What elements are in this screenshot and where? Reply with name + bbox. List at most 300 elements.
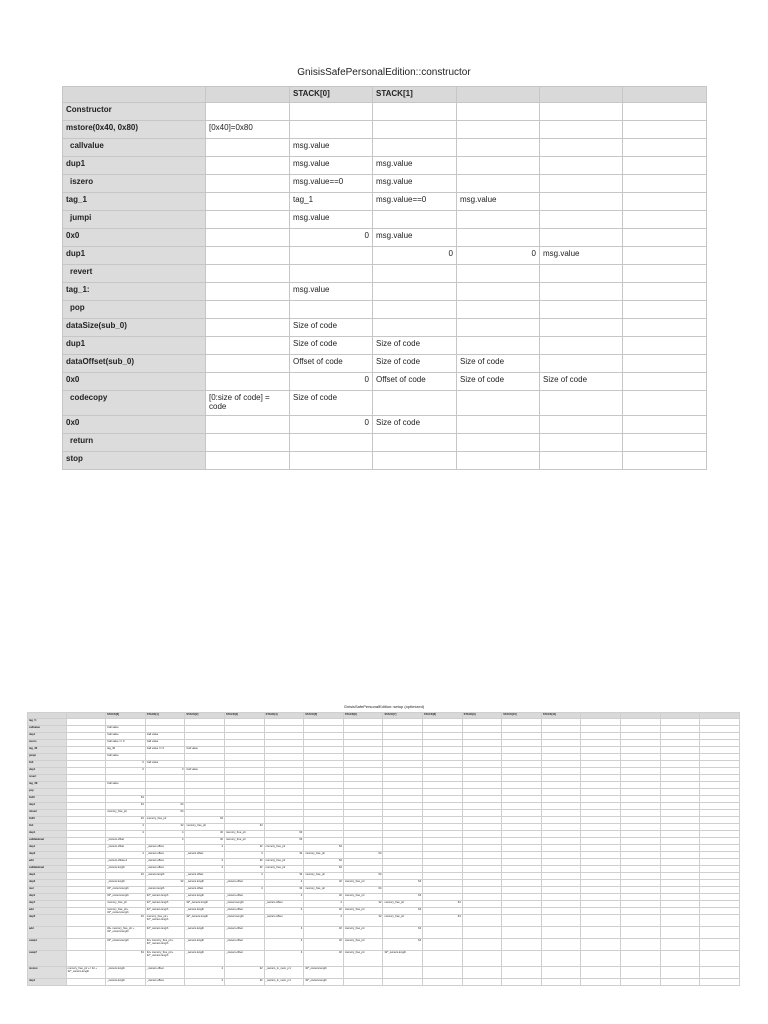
stack-cell: _owners.offset (145, 859, 185, 866)
stack-cell (462, 719, 502, 726)
opcode-cell: dataSize(sub_0) (63, 319, 206, 337)
stack-cell (502, 726, 542, 733)
stack-cell (264, 824, 304, 831)
opcode-cell: mstore (28, 967, 67, 979)
stack-cell (383, 789, 423, 796)
stack-cell (225, 733, 265, 740)
stack-cell: memory_free_ptr (106, 810, 146, 817)
stack-cell (541, 768, 581, 775)
stack-cell (462, 927, 502, 939)
stack-cell (383, 873, 423, 880)
opcode-cell: add (28, 927, 67, 939)
stack-cell (343, 754, 383, 761)
stack-cell (700, 951, 740, 967)
table-row (28, 754, 740, 761)
memory-cell (66, 859, 106, 866)
column-header: STACK[2] (185, 713, 225, 719)
stack-cell (660, 979, 700, 986)
stack-cell: memory_free_ptr+ 32*_owners.length (145, 915, 185, 927)
stack-cell (264, 726, 304, 733)
stack-cell (457, 283, 540, 301)
stack-cell (660, 824, 700, 831)
table-row (28, 831, 740, 838)
stack-cell: memory_free_ptr (264, 859, 304, 866)
stack-cell: Size of code (457, 355, 540, 373)
stack-cell (145, 796, 185, 803)
stack-cell (581, 747, 621, 754)
stack-cell (540, 283, 623, 301)
stack-cell (304, 747, 344, 754)
stack-cell (383, 761, 423, 768)
stack-cell (700, 733, 740, 740)
stack-cell (581, 901, 621, 908)
stack-cell: 32 (145, 880, 185, 887)
table-row (63, 139, 707, 157)
opcode-cell: dup1 (63, 247, 206, 265)
stack-cell (621, 796, 661, 803)
stack-cell: 32*_owners.length (185, 901, 225, 908)
stack-cell (185, 803, 225, 810)
stack-cell (621, 803, 661, 810)
stack-cell (621, 761, 661, 768)
table-row (28, 859, 740, 866)
stack-cell (541, 810, 581, 817)
stack-cell (700, 782, 740, 789)
stack-cell (660, 927, 700, 939)
stack-cell (541, 939, 581, 951)
opcode-cell: mload (28, 810, 67, 817)
stack-cell (462, 726, 502, 733)
stack-cell (540, 193, 623, 211)
stack-cell (540, 301, 623, 319)
memory-cell (206, 175, 290, 193)
table-row (28, 817, 740, 824)
opcode-cell: calldataload (28, 838, 67, 845)
table-row (28, 768, 740, 775)
stack-cell (623, 319, 707, 337)
stack-cell (541, 754, 581, 761)
table-row (28, 894, 740, 901)
stack-cell (502, 782, 542, 789)
memory-cell: [0x40]=0x80 (206, 121, 290, 139)
stack-cell (383, 747, 423, 754)
stack-cell (581, 726, 621, 733)
stack-cell (541, 740, 581, 747)
stack-cell (700, 803, 740, 810)
stack-cell (343, 726, 383, 733)
opcode-cell: 0x0 (63, 373, 206, 391)
stack-cell: 0 (106, 761, 146, 768)
stack-cell: _owners.length (106, 967, 146, 979)
column-header: STACK[7] (383, 713, 423, 719)
stack-cell (621, 747, 661, 754)
stack-cell (343, 859, 383, 866)
stack-cell: Call value (106, 782, 146, 789)
stack-cell (502, 979, 542, 986)
stack-cell (581, 824, 621, 831)
memory-cell (206, 211, 290, 229)
stack-cell (621, 845, 661, 852)
stack-cell (621, 740, 661, 747)
stack-cell: Call value (106, 733, 146, 740)
stack-cell: 32*_owners.length (106, 894, 146, 901)
stack-cell (700, 838, 740, 845)
stack-cell (462, 939, 502, 951)
stack-cell (581, 740, 621, 747)
stack-cell (581, 817, 621, 824)
stack-cell (502, 915, 542, 927)
stack-cell (457, 301, 540, 319)
stack-cell (423, 908, 463, 915)
stack-cell (541, 852, 581, 859)
stack-cell (540, 229, 623, 247)
memory-cell (66, 824, 106, 831)
stack-cell (290, 247, 373, 265)
memory-cell (206, 283, 290, 301)
stack-cell (185, 796, 225, 803)
stack-cell: 32*_owners.length (145, 908, 185, 915)
stack-cell: msg.value==0 (290, 175, 373, 193)
stack-cell (225, 789, 265, 796)
stack-cell: Call value (145, 761, 185, 768)
stack-cell (621, 733, 661, 740)
stack-cell: memory_free_ptr (264, 866, 304, 873)
stack-cell (264, 733, 304, 740)
stack-cell: _owners.offset (185, 873, 225, 880)
stack-cell (700, 859, 740, 866)
stack-cell (541, 873, 581, 880)
stack-cell (264, 817, 304, 824)
stack-cell: 4 (106, 824, 146, 831)
stack-cell (457, 175, 540, 193)
memory-cell (206, 103, 290, 121)
stack-cell (541, 817, 581, 824)
stack-cell (264, 782, 304, 789)
memory-cell (66, 761, 106, 768)
table-row (28, 880, 740, 887)
stack-cell (373, 103, 457, 121)
stack-cell: msg.value (457, 193, 540, 211)
column-header (540, 87, 623, 103)
stack-cell: _owners.offset (225, 880, 265, 887)
stack-cell (581, 768, 621, 775)
stack-cell (423, 796, 463, 803)
stack-cell: msg.value (290, 211, 373, 229)
memory-cell (206, 319, 290, 337)
stack-cell: _owners.offset (106, 838, 146, 845)
stack-cell (462, 740, 502, 747)
stack-cell: memory_free_ptr (225, 831, 265, 838)
stack-cell: 4 (264, 880, 304, 887)
stack-cell (540, 211, 623, 229)
stack-cell (502, 939, 542, 951)
stack-cell: 32 (225, 859, 265, 866)
table-row (63, 434, 707, 452)
stack-cell: 32 (264, 887, 304, 894)
column-header (457, 87, 540, 103)
stack-cell: 32 (106, 915, 146, 927)
stack-cell (145, 726, 185, 733)
stack-cell: 32 (343, 901, 383, 908)
stack-cell (304, 719, 344, 726)
stack-cell (462, 915, 502, 927)
stack-cell (660, 761, 700, 768)
stack-cell (383, 733, 423, 740)
stack-cell (264, 768, 304, 775)
stack-cell: 64 (264, 838, 304, 845)
stack-cell (383, 824, 423, 831)
stack-cell (541, 866, 581, 873)
stack-cell (264, 803, 304, 810)
stack-cell (700, 740, 740, 747)
stack-cell (304, 733, 344, 740)
stack-cell (541, 951, 581, 967)
stack-cell (700, 817, 740, 824)
opcode-cell: dup1 (28, 845, 67, 852)
stack-cell: 4 (225, 852, 265, 859)
stack-cell (423, 824, 463, 831)
stack-cell (462, 967, 502, 979)
opcode-cell: tag_36 (28, 747, 67, 754)
stack-cell: Call value (106, 754, 146, 761)
table-row (63, 373, 707, 391)
stack-cell: 64 (145, 810, 185, 817)
stack-cell (383, 845, 423, 852)
stack-cell (185, 740, 225, 747)
stack-cell (541, 901, 581, 908)
stack-cell (660, 845, 700, 852)
table-row (28, 927, 740, 939)
stack-cell (700, 831, 740, 838)
stack-cell (423, 927, 463, 939)
memory-cell (66, 733, 106, 740)
column-header: STACK[5] (304, 713, 344, 719)
stack-cell (621, 915, 661, 927)
stack-cell (700, 726, 740, 733)
stack-cell (540, 265, 623, 283)
stack-cell (383, 838, 423, 845)
stack-cell: _owners.length (185, 927, 225, 939)
memory-cell (206, 373, 290, 391)
stack-cell (462, 761, 502, 768)
stack-cell (264, 754, 304, 761)
stack-cell: _owners.offset (264, 901, 304, 908)
memory-cell (206, 139, 290, 157)
stack-cell (660, 901, 700, 908)
stack-cell (343, 810, 383, 817)
opcode-cell: codecopy (63, 391, 206, 416)
stack-cell: 4 (185, 967, 225, 979)
stack-cell (304, 796, 344, 803)
stack-cell (541, 719, 581, 726)
stack-cell (623, 355, 707, 373)
stack-cell: 0 (145, 768, 185, 775)
stack-cell (423, 754, 463, 761)
stack-cell (660, 803, 700, 810)
memory-cell (66, 880, 106, 887)
stack-cell (660, 831, 700, 838)
opcode-cell: 0x0 (63, 416, 206, 434)
memory-cell (66, 726, 106, 733)
stack-cell (623, 373, 707, 391)
stack-cell (621, 887, 661, 894)
table-row (28, 782, 740, 789)
stack-cell (423, 761, 463, 768)
stack-cell: 64 (383, 927, 423, 939)
opcode-cell: dup1 (28, 733, 67, 740)
opcode-cell: callvalue (28, 726, 67, 733)
stack-cell (462, 894, 502, 901)
table-row (28, 845, 740, 852)
stack-cell (423, 782, 463, 789)
stack-cell (660, 817, 700, 824)
stack-cell: memory_free_ptr (106, 901, 146, 908)
stack-cell: _owners.length (106, 979, 146, 986)
stack-cell: Call value (185, 747, 225, 754)
stack-cell (304, 803, 344, 810)
stack-cell: memory_free_ptr (304, 873, 344, 880)
stack-cell (541, 894, 581, 901)
stack-cell (540, 139, 623, 157)
stack-cell (462, 768, 502, 775)
memory-cell (206, 452, 290, 470)
table-row (63, 355, 707, 373)
stack-cell (581, 915, 621, 927)
opcode-cell: calldataload (28, 866, 67, 873)
column-header: STACK[0] (106, 713, 146, 719)
stack-cell (700, 789, 740, 796)
stack-cell (502, 859, 542, 866)
stack-cell: 4 (225, 887, 265, 894)
stack-cell: 4 (264, 894, 304, 901)
stack-cell (290, 121, 373, 139)
opcode-cell: dup1 (28, 768, 67, 775)
stack-cell (383, 740, 423, 747)
stack-cell (623, 211, 707, 229)
stack-cell (423, 894, 463, 901)
opcode-cell: dup1 (63, 157, 206, 175)
memory-cell (206, 355, 290, 373)
setup-table-title: GnisisSafePersonalEdition::setup (optimized) (343, 704, 425, 709)
stack-cell (621, 939, 661, 951)
stack-cell (660, 887, 700, 894)
memory-cell (66, 796, 106, 803)
stack-cell (462, 838, 502, 845)
stack-cell: _owners.length (185, 880, 225, 887)
stack-cell (423, 733, 463, 740)
opcode-cell: 0x20 (28, 817, 67, 824)
stack-cell (343, 768, 383, 775)
stack-cell (621, 838, 661, 845)
stack-cell (423, 845, 463, 852)
stack-cell: 4 (185, 845, 225, 852)
stack-cell (660, 852, 700, 859)
stack-cell (457, 103, 540, 121)
stack-cell (457, 452, 540, 470)
stack-cell (540, 103, 623, 121)
stack-cell (540, 434, 623, 452)
stack-cell: 64 (423, 901, 463, 908)
stack-cell: 32 (106, 873, 146, 880)
stack-cell: Size of code (290, 391, 373, 416)
stack-cell: 0 (373, 247, 457, 265)
stack-cell (581, 754, 621, 761)
table-row (28, 789, 740, 796)
stack-cell: 32 (304, 894, 344, 901)
stack-cell (623, 301, 707, 319)
stack-cell: memory_free_ptr+ 32*_owners.length (106, 908, 146, 915)
memory-cell (66, 873, 106, 880)
table-row (28, 824, 740, 831)
stack-cell (541, 824, 581, 831)
table-row (28, 733, 740, 740)
stack-cell (623, 391, 707, 416)
stack-cell (541, 803, 581, 810)
stack-cell (541, 761, 581, 768)
opcode-cell: return (63, 434, 206, 452)
stack-cell (225, 782, 265, 789)
table-row (28, 967, 740, 979)
stack-cell (343, 979, 383, 986)
stack-cell: msg.value (373, 229, 457, 247)
stack-cell (700, 901, 740, 908)
stack-cell (457, 391, 540, 416)
stack-cell (581, 719, 621, 726)
opcode-cell: add (28, 859, 67, 866)
stack-cell (581, 789, 621, 796)
column-header: STACK[3] (225, 713, 265, 719)
stack-cell (502, 831, 542, 838)
column-header: STACK[10] (502, 713, 542, 719)
stack-cell: memory_free_ptr (264, 845, 304, 852)
opcode-cell: 0x4 (28, 824, 67, 831)
stack-cell (225, 740, 265, 747)
opcode-cell: tag_5: (28, 719, 67, 726)
stack-cell (423, 789, 463, 796)
stack-cell: _owners.offset (145, 852, 185, 859)
stack-cell: 32*_owners.length (304, 979, 344, 986)
stack-cell: 4 (145, 831, 185, 838)
opcode-cell: dup3 (28, 852, 67, 859)
opcode-cell: pop (63, 301, 206, 319)
stack-cell: 64 (383, 894, 423, 901)
stack-cell (581, 880, 621, 887)
stack-cell (423, 979, 463, 986)
stack-cell (383, 754, 423, 761)
stack-cell (457, 139, 540, 157)
stack-cell (290, 301, 373, 319)
stack-cell (383, 967, 423, 979)
stack-cell (621, 880, 661, 887)
stack-cell: 32 (304, 951, 344, 967)
stack-cell (264, 719, 304, 726)
stack-cell (621, 768, 661, 775)
stack-cell (373, 301, 457, 319)
table-row (28, 810, 740, 817)
memory-cell (66, 719, 106, 726)
stack-cell (383, 775, 423, 782)
stack-cell (540, 121, 623, 139)
stack-cell (621, 866, 661, 873)
column-header: STACK[1] (373, 87, 457, 103)
stack-cell (502, 740, 542, 747)
stack-cell (660, 908, 700, 915)
stack-cell (621, 719, 661, 726)
stack-cell (700, 880, 740, 887)
stack-cell (383, 719, 423, 726)
stack-cell: 64 (383, 939, 423, 951)
memory-cell (66, 838, 106, 845)
